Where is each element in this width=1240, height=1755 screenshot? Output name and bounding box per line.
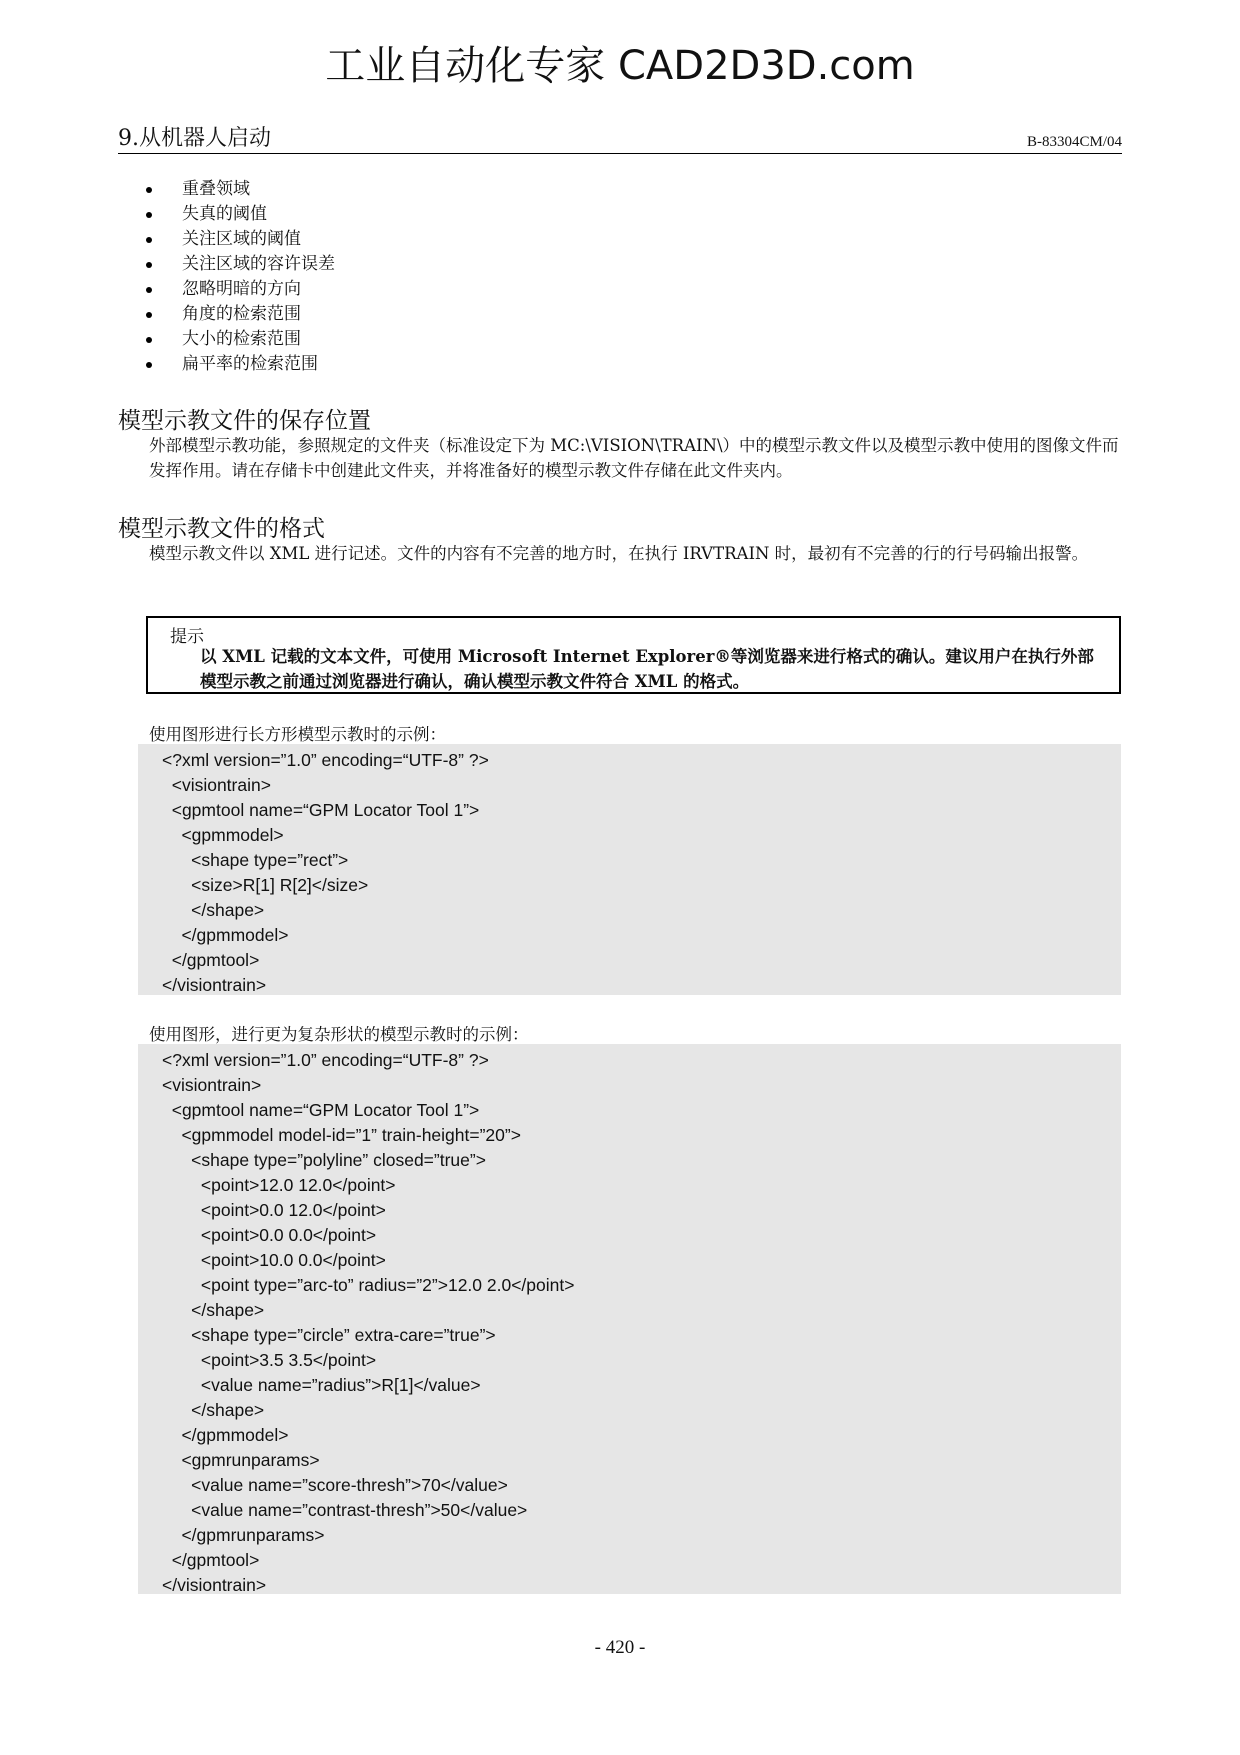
example2-caption: 使用图形，进行更为复杂形状的模型示教时的示例： — [149, 1025, 529, 1044]
section-body-save-location: 外部模型示教功能，参照规定的文件夹（标准设定下为 MC:\VISION\TRAIN\）中的模型示教文件以及模型示教中使用的图像文件而发挥作用。请在存储卡中创建此文件夹，并将准备好的模型示教文件存储在此文件夹内。 — [149, 436, 1119, 480]
section-body-file-format: 模型示教文件以 XML 进行记述。文件的内容有不完善的地方时，在执行 IRVTRAIN 时，最初有不完善的行的行号码输出报警。 — [149, 544, 1089, 563]
bullet-icon — [146, 337, 152, 343]
example1-code-block — [138, 744, 1121, 995]
code-line: <value name=”contrast-thresh”>50</value> — [162, 1500, 528, 1520]
bullet-icon — [146, 287, 152, 293]
code-line: <visiontrain> — [162, 775, 271, 795]
code-line: <value name=”radius”>R[1]</value> — [162, 1375, 481, 1395]
page-header — [118, 123, 1122, 154]
code-line: </visiontrain> — [162, 975, 267, 995]
code-line: <point>3.5 3.5</point> — [162, 1350, 377, 1370]
list-item: 忽略明暗的方向 — [146, 277, 335, 302]
tip-text: 以 XML 记载的文本文件，可使用 Microsoft Internet Explorer®等浏览器来进行格式的确认。建议用户在执行外部模型示教之前通过浏览器进行确认，确认模型示教文件符合 XML 的格式。 — [200, 647, 1094, 691]
list-item: 关注区域的阈值 — [146, 227, 335, 252]
code-line: <shape type=”polyline” closed=”true”> — [162, 1150, 486, 1170]
code-line: </gpmtool> — [162, 950, 260, 970]
list-item: 大小的检索范围 — [146, 327, 335, 352]
code-line: <value name=”score-thresh”>70</value> — [162, 1475, 508, 1495]
tip-box — [146, 616, 1121, 694]
code-line: </shape> — [162, 1400, 265, 1420]
code-line: </gpmtool> — [162, 1550, 260, 1570]
chapter-title: 9.从机器人启动 — [118, 126, 271, 151]
code-line: </shape> — [162, 900, 265, 920]
tip-title: 提示 — [170, 627, 204, 647]
bullet-icon — [146, 237, 152, 243]
code-line: </gpmmodel> — [162, 925, 289, 945]
section-heading-save-location: 模型示教文件的保存位置 — [118, 408, 371, 434]
example1-caption: 使用图形进行长方形模型示教时的示例： — [149, 725, 446, 744]
code-line: <?xml version=”1.0” encoding=“UTF-8” ?> — [162, 750, 489, 770]
watermark-title: 工业自动化专家 CAD2D3D.com — [325, 43, 915, 89]
code-line: </gpmmodel> — [162, 1425, 289, 1445]
code-line: <shape type=”rect”> — [162, 850, 349, 870]
code-line: <visiontrain> — [162, 1075, 262, 1095]
code-line: <?xml version=”1.0” encoding=“UTF-8” ?> — [162, 1050, 489, 1070]
page-number: - 420 - — [594, 1637, 646, 1658]
code-line: <gpmrunparams> — [162, 1450, 320, 1470]
code-line: <shape type=”circle” extra-care=”true”> — [162, 1325, 496, 1345]
list-item: 扁平率的检索范围 — [146, 352, 335, 377]
code-line: <point type=”arc-to” radius=”2”>12.0 2.0</point> — [162, 1275, 575, 1295]
code-line: </visiontrain> — [162, 1575, 267, 1595]
code-line: <point>10.0 0.0</point> — [162, 1250, 386, 1270]
bullet-icon — [146, 312, 152, 318]
example2-code-block — [138, 1044, 1121, 1594]
code-line: <point>0.0 0.0</point> — [162, 1225, 377, 1245]
code-line: <gpmmodel> — [162, 825, 284, 845]
code-line: <point>0.0 12.0</point> — [162, 1200, 386, 1220]
document-number: B-83304CM/04 — [1026, 134, 1122, 150]
code-line: </shape> — [162, 1300, 265, 1320]
parameter-list — [146, 177, 335, 377]
code-line: <size>R[1] R[2]</size> — [162, 875, 369, 895]
list-item: 关注区域的容许误差 — [146, 252, 335, 277]
bullet-icon — [146, 212, 152, 218]
bullet-icon — [146, 362, 152, 368]
bullet-icon — [146, 187, 152, 193]
code-line: </gpmrunparams> — [162, 1525, 325, 1545]
section-heading-file-format: 模型示教文件的格式 — [118, 516, 325, 542]
code-line: <gpmtool name=“GPM Locator Tool 1”> — [162, 800, 480, 820]
code-line: <point>12.0 12.0</point> — [162, 1175, 396, 1195]
list-item: 角度的检索范围 — [146, 302, 335, 327]
code-line: <gpmmodel model-id=”1” train-height=”20”> — [162, 1125, 521, 1145]
list-item: 失真的阈值 — [146, 202, 335, 227]
bullet-icon — [146, 262, 152, 268]
list-item: 重叠领域 — [146, 177, 335, 202]
code-line: <gpmtool name=“GPM Locator Tool 1”> — [162, 1100, 480, 1120]
